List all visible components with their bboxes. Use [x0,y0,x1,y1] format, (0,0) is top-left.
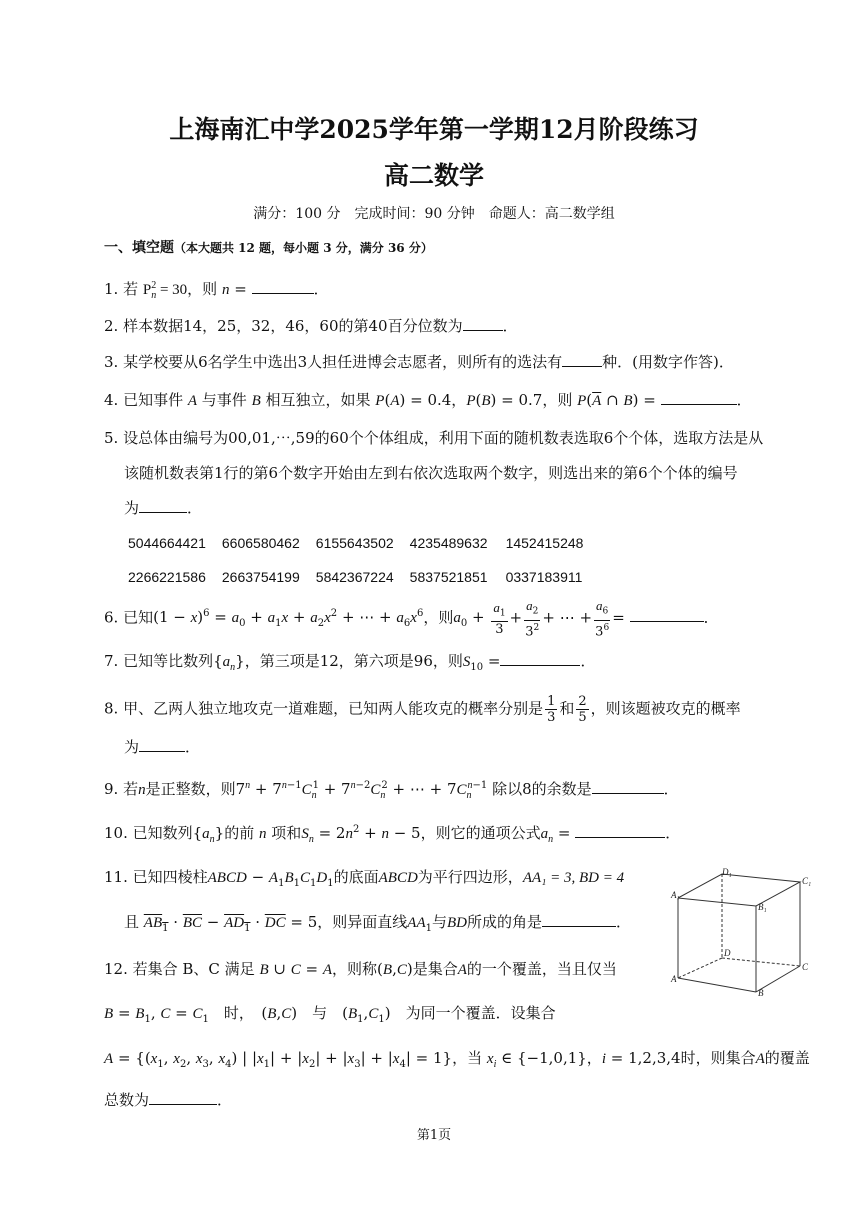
answer-blank [592,779,664,794]
question-2: 2. 样本数据14，25，32，46，60的第40百分位数为 ． [104,317,518,335]
question-7: 7. 已知等比数列$\{a_n\}$，第三项是12，第六项是96，则$S_{10}$ = ． [104,652,596,673]
question-12-line-1: 12. 若集合 B、C 满足 B ∪ C = A，则称(B,C)是集合A的一个覆盖，当且仅当 [104,960,617,978]
question-12-line-4: 总数为 ． [104,1091,233,1109]
vertex-label: A [671,974,677,984]
question-5-line-3: 为 ． [124,499,203,517]
exam-meta: 满分：100 分 完成时间：90 分钟 命题人：高二数学组 [253,206,615,222]
question-8-line-2: 为 ． [124,738,201,756]
document-title: 上海南汇中学2025学年第一学期12月阶段练习 [169,115,699,144]
vertex-label: C [802,962,809,972]
random-table-row-1: 5044664421 6606580462 6155643502 4235489632 1452415248 [128,535,584,551]
question-4: 4. 已知事件 A 与事件 B 相互独立，如果 P(A) = 0.4，P(B) = 0.7，则 $P(\overline{A}$ ∩ B) = ． [104,391,752,409]
question-10: 10. 已知数列$\{a_n\}$的前 n 项和$S_n = 2n^2 + n - 5$，则它的通项公式$a_n$ = ． [104,824,681,845]
answer-blank [630,607,704,622]
answer-blank [542,912,616,927]
answer-blank [149,1090,217,1105]
section-note: （本大题共 12 题，每小题 3 分，满分 36 分） [174,241,433,255]
vertex-label: D [724,948,731,958]
vertex-label: C₁ [802,876,812,886]
question-3: 3. 某学校要从6名学生中选出3人担任进博会志愿者，则所有的选法有 种．(用数字作答)． [104,353,734,371]
question-1: 1. 若 $P_n^2 = 30$，则 n = ． [104,280,329,301]
question-11-line-2: 且 $AB_1 \cdot \overline{BC} - AD_1 \cdot \overline{DC} = 5$，则异面直线$AA_1$与BD所成的角是 ． [124,913,632,934]
section-title: 一、填空题 [104,240,174,256]
answer-blank [575,823,665,838]
vertex-label: D₁ [722,867,732,877]
question-12-line-2: $B = B_1$, $C = C_1$ 时， (B,C) 与 $(B_1,C_1)$ 为同一个覆盖．设集合 [104,1004,556,1025]
answer-blank [252,279,314,294]
question-12-line-3: $A = \{(x_1$, $x_2$, $x_3$, $x_4$) | $|x_1| + |x_2| + |x_3| + |x_4| = 1$}，当 $x_i$ ∈ {−1,0,1}，i = 1,2,3,4时，则集合A的覆盖 [104,1049,810,1070]
answer-blank [139,737,185,752]
answer-blank [661,390,737,405]
question-5-line-2: 该随机数表第1行的第6个数字开始由左到右依次选取两个数字，则选出来的第6个个体的编号 [124,464,738,482]
question-6: 6. 已知$(1 - x)^6 = a_0 + a_1x + a_2x^2$ + ⋯ + $a_6x^6$，则$a_0$ + $\frac{a_1}{3}$ + $\frac{a_2}{3^2}$ + ⋯ + $\frac{a_6}{3^6}$ = ． [104,598,719,639]
section-heading [104,237,433,257]
answer-blank [139,498,187,513]
question-9: 9. 若n是正整数，则$7^n + 7^{n-1}C_n^1 + 7^{n-2}C_n^2$ + ⋯ + $7C_n^{n-1}$ 除以8的余数是 ． [104,780,679,801]
answer-blank [562,352,602,367]
page-number: 第1页 [416,1128,452,1143]
question-11-line-1: 11. 已知四棱柱ABCD − $A_1B_1C_1D_1$的底面ABCD为平行四边形，AA₁ = 3, BD = 4 [104,868,625,889]
document-subtitle: 高二数学 [383,161,484,190]
answer-blank [463,316,503,331]
question-8-line-1: 8. 甲、乙两人独立地攻克一道难题，已知两人能攻克的概率分别是 $\frac{1}{3}$ 和 $\frac{2}{5}$ ，则该题被攻克的概率 [104,694,741,725]
question-5-line-1: 5. 设总体由编号为00,01,⋯,59的60个个体组成，利用下面的随机数表选取6个个体，选取方法是从 [104,429,764,447]
random-table-row-2: 2266221586 2663754199 5842367224 5837521851 0337183911 [128,569,583,585]
answer-blank [500,651,580,666]
vertex-label: B₁ [758,902,767,912]
vertex-label: A₁ [671,890,680,900]
prism-figure [670,866,820,1000]
vertex-label: B [758,988,764,998]
